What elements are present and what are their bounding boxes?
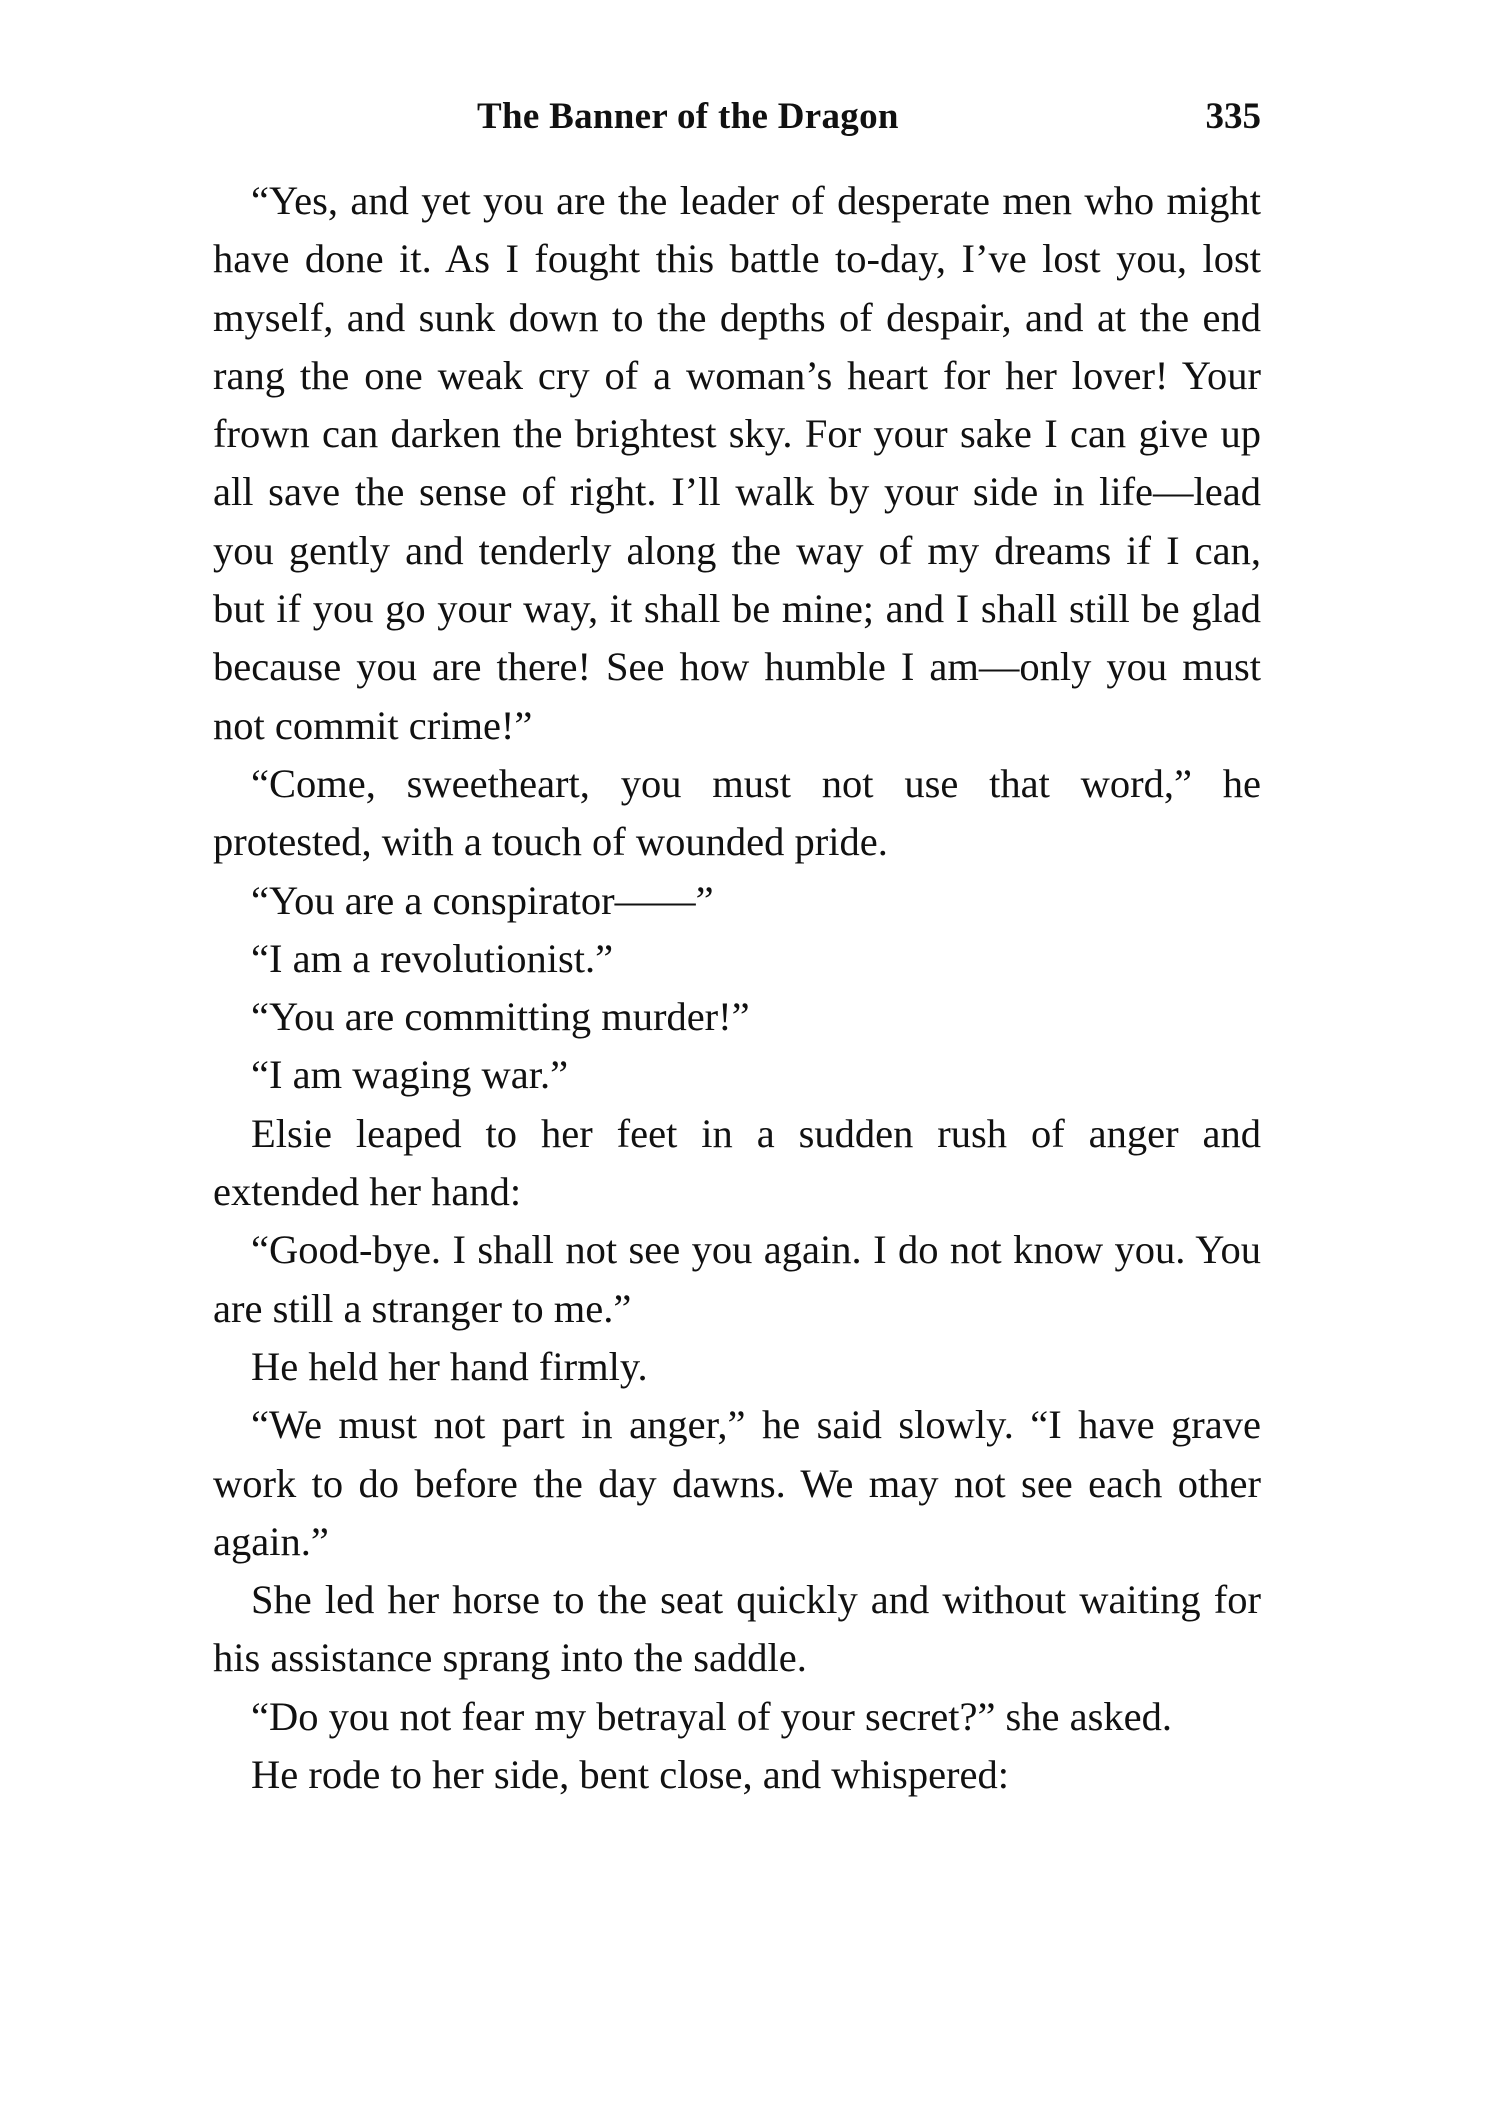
paragraph: “I am waging war.” bbox=[251, 1052, 569, 1098]
paragraph: “I am a revolutionist.” bbox=[251, 935, 614, 981]
paragraph: “Do you not fear my betrayal of your secret?” she asked. bbox=[251, 1693, 1172, 1739]
paragraph: “You are a conspirator——” bbox=[251, 877, 714, 923]
running-head bbox=[213, 92, 1261, 142]
paragraph: “Yes, and yet you are the leader of desperate men who might have done it. As I fought this battle to-day, I’ve lost you, lost myself, and sunk down to the depths of despair, and at the end rang the one weak cry of a woman’s heart for her lover! Your frown can darken the brightest sky. For your sake I can give up all save the sense of right. I’ll walk by your side in life—lead you gently and tenderly along the way of my dreams if I can, but if you go your way, it shall be mine; and I shall still be glad because you are there! See how humble I am—only you must not commit crime!” bbox=[213, 178, 1261, 748]
running-title: The Banner of the Dragon bbox=[477, 96, 899, 137]
paragraph: “You are committing murder!” bbox=[251, 994, 750, 1040]
page-number: 335 bbox=[1205, 96, 1261, 137]
paragraph: He rode to her side, bent close, and whispered: bbox=[251, 1752, 1010, 1798]
paragraph: Elsie leaped to her feet in a sudden rush of anger and extended her hand: bbox=[213, 1110, 1261, 1215]
paragraph: “We must not part in anger,” he said slowly. “I have grave work to do before the day dawns. We may not see each other again.” bbox=[213, 1402, 1261, 1564]
paragraph: He held her hand firmly. bbox=[251, 1343, 648, 1389]
paragraph: She led her horse to the seat quickly and without waiting for his assistance sprang into the saddle. bbox=[213, 1577, 1261, 1681]
body-text bbox=[213, 172, 1261, 1804]
paragraph: “Good-bye. I shall not see you again. I do not know you. You are still a stranger to me.” bbox=[213, 1227, 1261, 1331]
paragraph: “Come, sweetheart, you must not use that word,” he protested, with a touch of wounded pride. bbox=[213, 760, 1261, 865]
